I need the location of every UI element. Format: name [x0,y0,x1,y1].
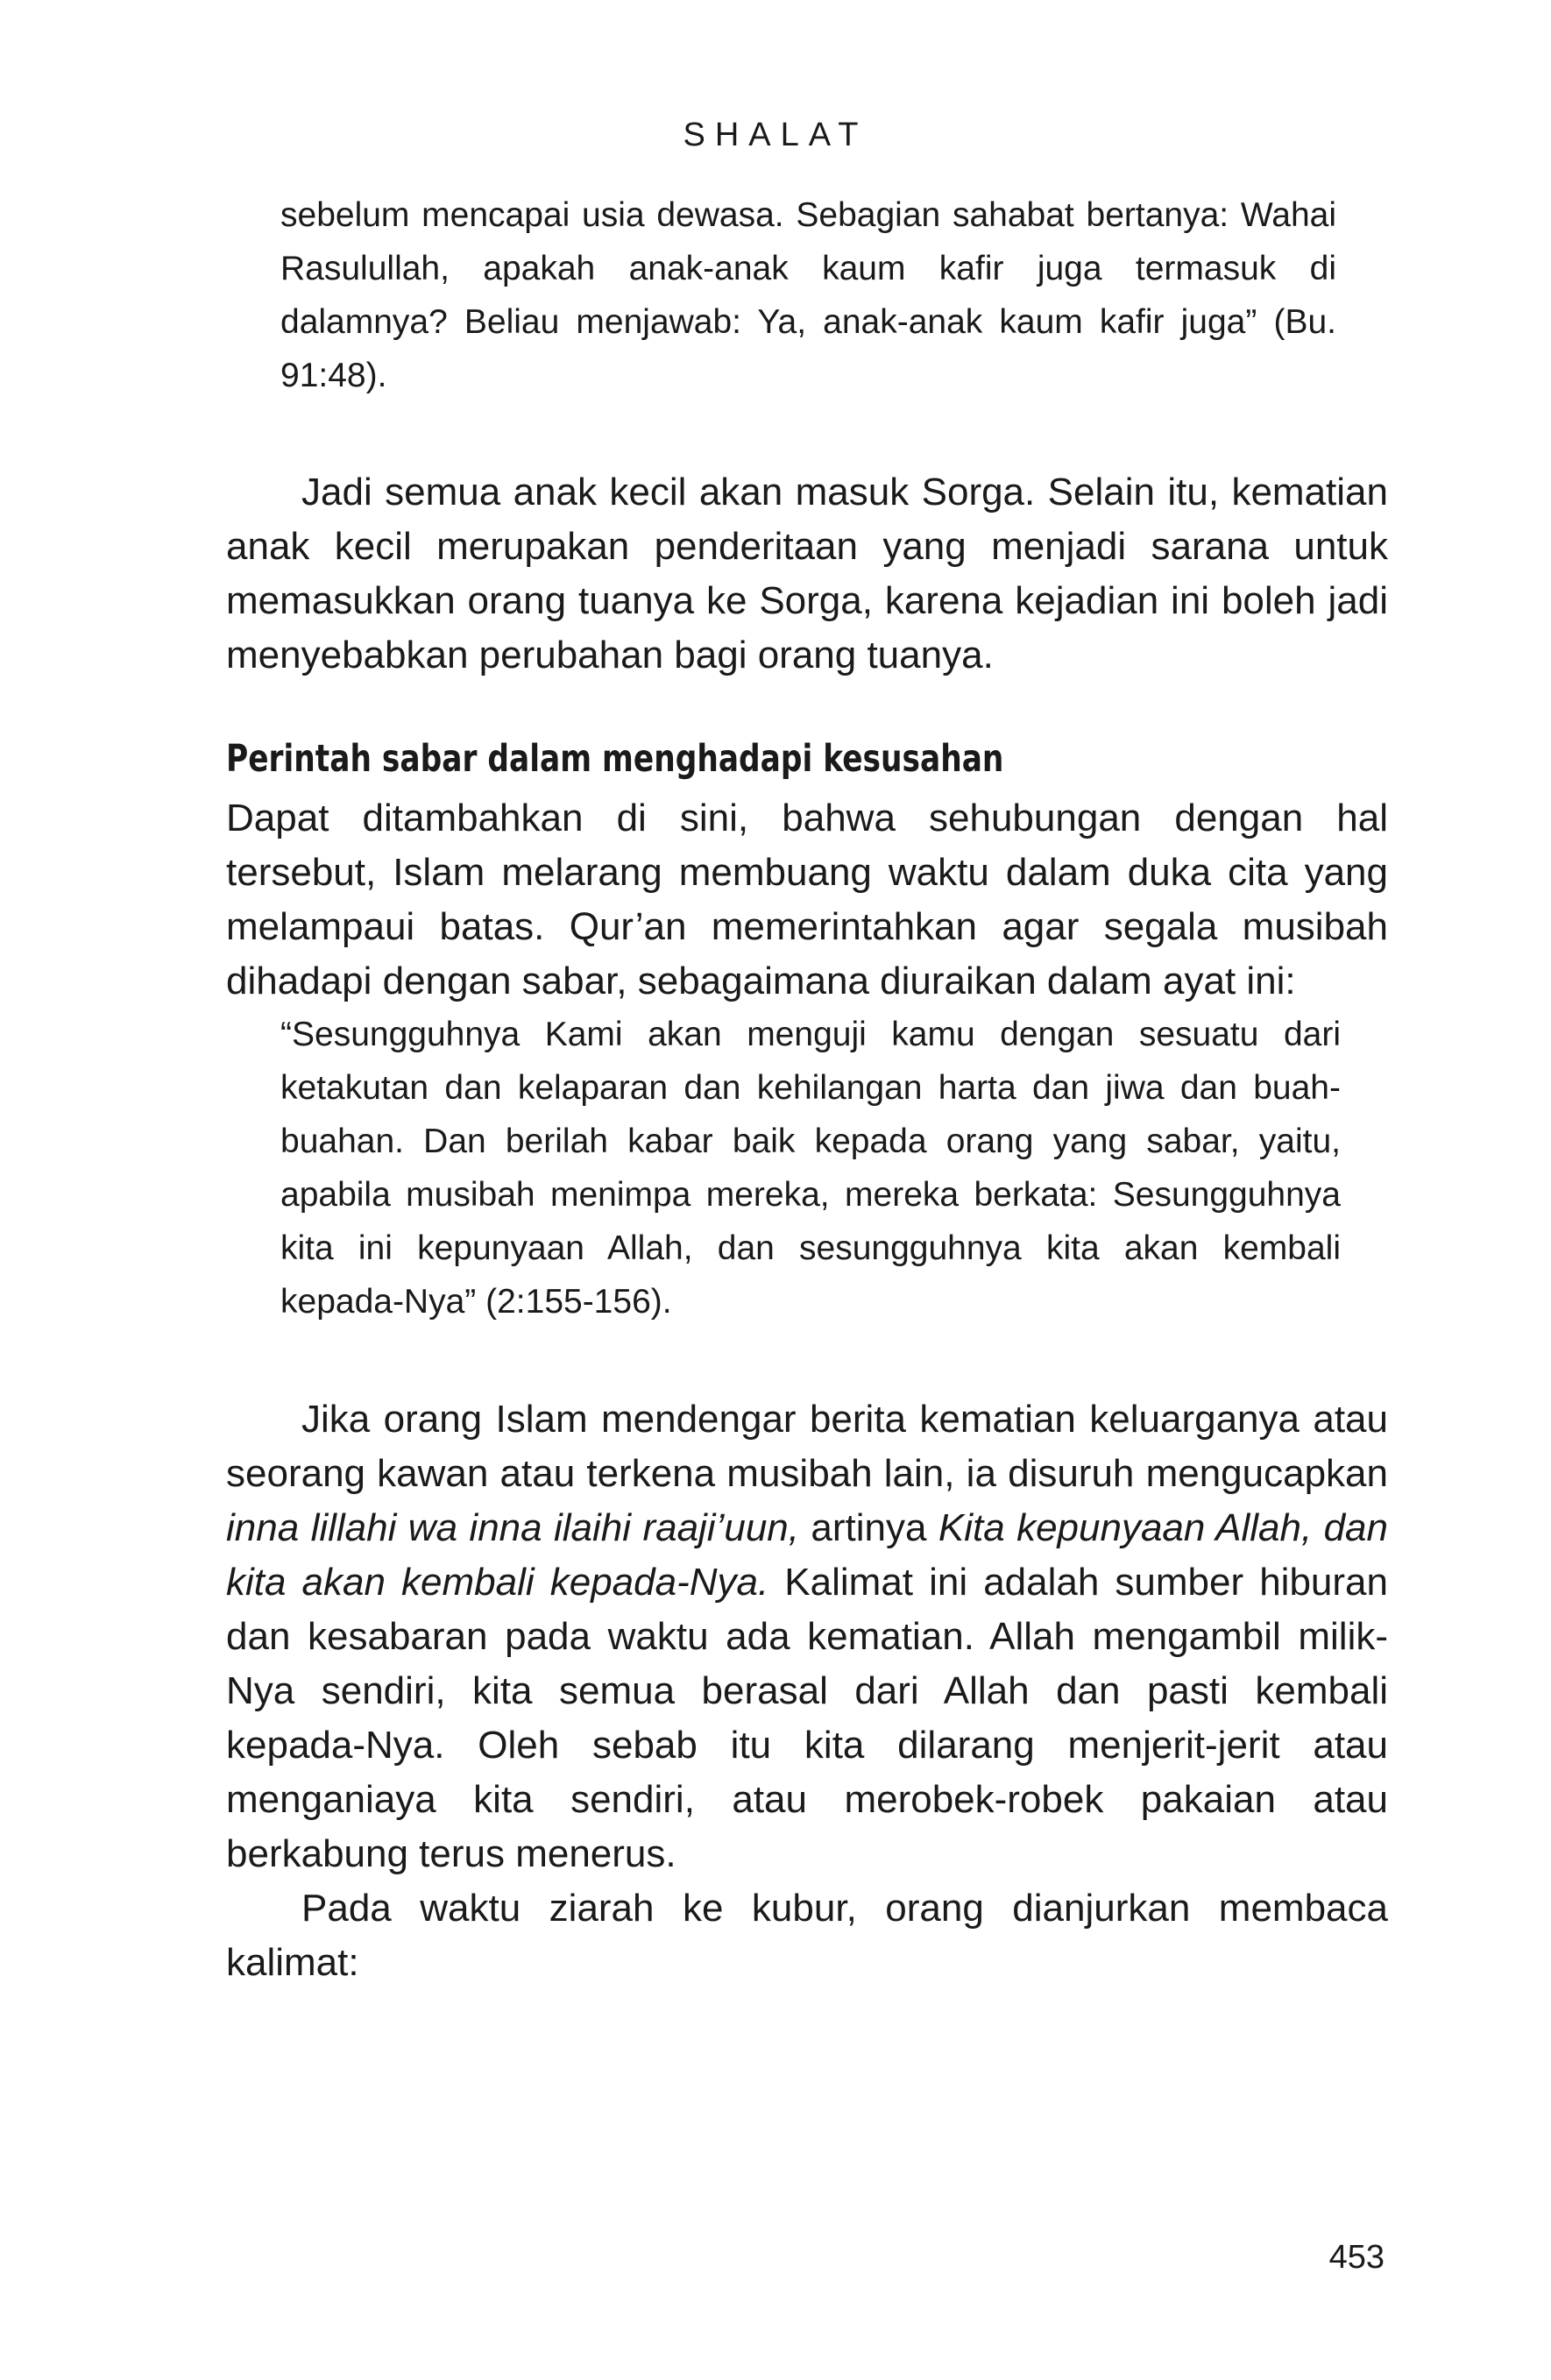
paragraph-jika-italic1: inna lillahi wa inna ilaihi raaji’uun, [226,1506,799,1549]
paragraph-jika-italic2: Kita kepunyaan Allah, dan kita akan kembali kepada-Nya. [226,1506,1388,1604]
hadith-quote-text: sebelum mencapai usia dewasa. Sebagian sahabat bertanya: Wahai Rasulullah, apakah anak-anak kaum kafir juga termasuk di dalamnya? Beliau menjawab: Ya, anak-anak kaum kafir juga” (Bu. 91:48). [280,196,1336,394]
hadith-quote [280,188,1336,402]
section-sabar [226,737,1388,1009]
page-number: 453 [1328,2239,1385,2276]
paragraph-jadi [226,465,1388,683]
ayat-quote [280,1008,1341,1328]
paragraph-jika-part3: Kalimat ini adalah sumber hiburan dan kesabaran pada waktu ada kematian. Allah mengambil milik-Nya sendiri, kita semua berasal dari Allah dan pasti kembali kepada-Nya. Oleh sebab itu kita dilarang menjerit-jerit atau menganiaya kita sendiri, atau merobek-robek pakaian atau berkabung terus menerus. [226,1561,1388,1875]
ayat-quote-text: “Sesungguhnya Kami akan menguji kamu dengan sesuatu dari ketakutan dan kelaparan dan kehilangan harta dan jiwa dan buah-buahan. Dan berilah kabar baik kepada orang yang sabar, yaitu, apabila musibah menimpa mereka, mereka berkata: Sesungguhnya kita ini kepunyaan Allah, dan sesungguhnya kita akan kembali kepada-Nya” (2:155-156). [280,1016,1341,1321]
section-intro-text: Dapat ditambahkan di sini, bahwa sehubungan dengan hal tersebut, Islam melarang membuang waktu dalam duka cita yang melampaui batas. Qur’an memerintahkan agar segala musibah dihadapi dengan sabar, sebagaimana diuraikan dalam ayat ini: [226,797,1388,1002]
paragraph-jadi-text: Jadi semua anak kecil akan masuk Sorga. Selain itu, kematian anak kecil merupakan penderitaan yang menjadi sarana untuk memasukkan orang tuanya ke Sorga, karena kejadian ini boleh jadi menyebabkan perubahan bagi orang tuanya. [226,471,1388,676]
paragraph-jika-part1: Jika orang Islam mendengar berita kematian keluarganya atau seorang kawan atau terkena musibah lain, ia disuruh mengucapkan [226,1398,1388,1495]
section-heading: Perintah sabar dalam menghadapi kesusahan [226,737,1004,781]
paragraph-jika [226,1392,1388,1990]
paragraph-jika-text [226,1392,1388,1881]
paragraph-pada-text: Pada waktu ziarah ke kubur, orang dianjurkan membaca kalimat: [226,1887,1388,1984]
running-header: SHALAT [683,117,868,153]
paragraph-jika-part2: artinya [799,1506,938,1549]
